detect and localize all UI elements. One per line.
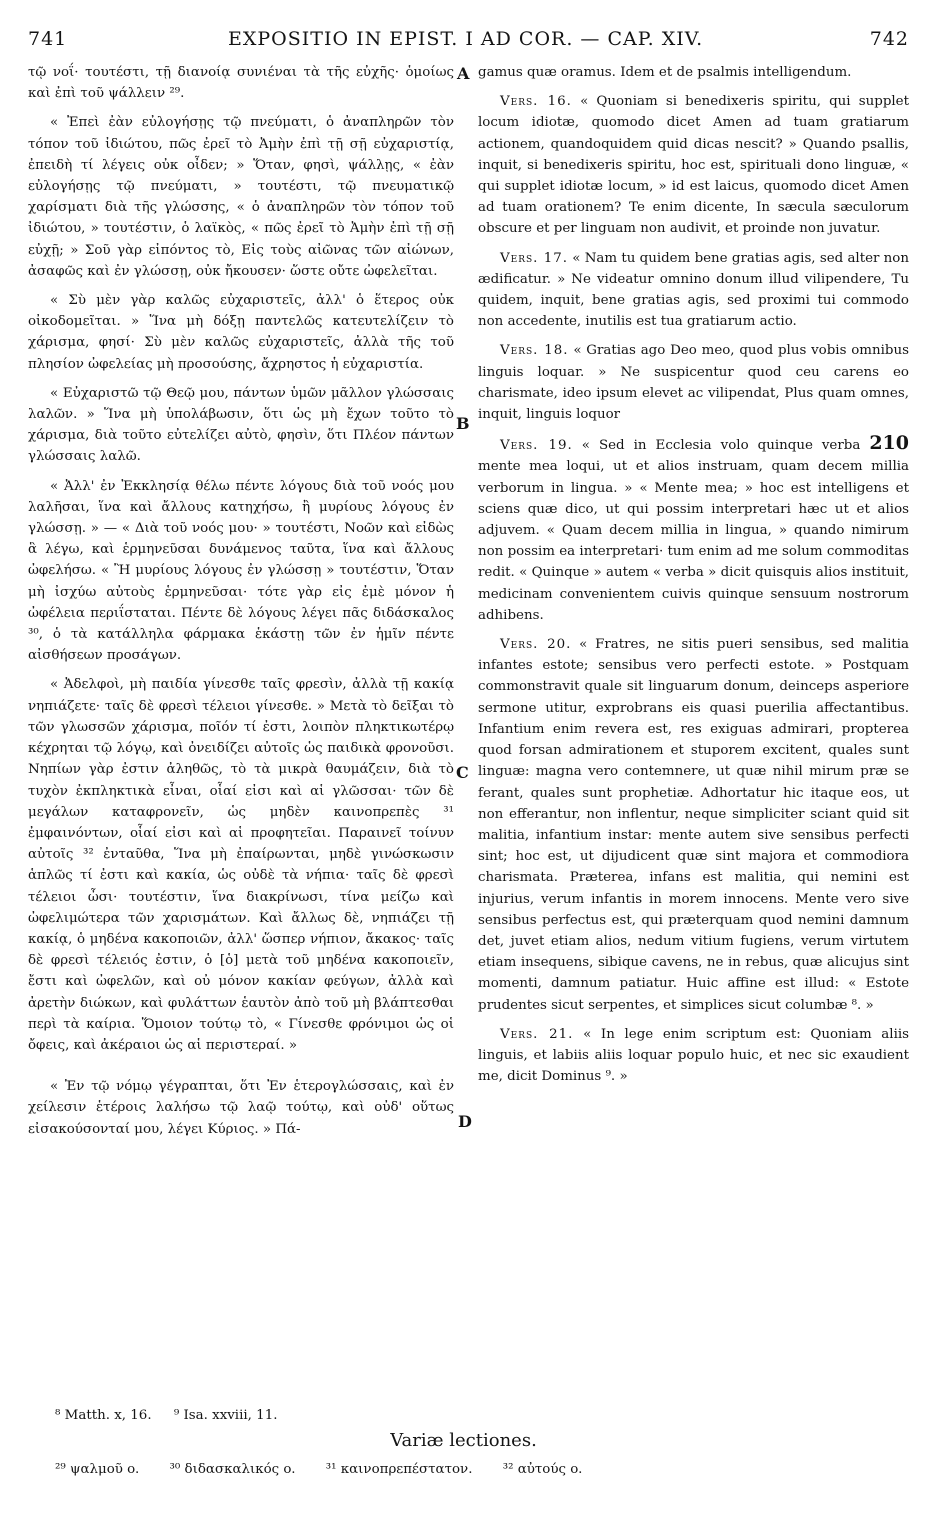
margin-marker-d: D [458, 1112, 472, 1131]
greek-paragraph: « Ἐπεὶ ἐὰν εὐλογήσῃς τῷ πνεύματι, ὁ ἀναπληρῶν τὸν τόπον τοῦ ἰδιώτου, πῶς ἐρεῖ τὸ Ἀμὴν ἐπὶ τῇ σῇ εὐχαριστίᾳ, ἐπειδὴ τί λέγεις οὐκ οἶδεν; » Ὅταν, φησὶ, ψάλλῃς, « ἐὰν εὐλογήσῃς τῷ πνεύματι, » τουτέστι, τῷ πνευματικῷ χαρίσματι διὰ τῆς γλώσσης, « ὁ ἀναπληρῶν τὸν τόπον τοῦ ἰδιώτου, » τουτέστιν, ὁ λαϊκὸς, « πῶς ἐρεῖ τὸ Ἀμὴν ἐπὶ τῇ σῇ εὐχῇ; » Σοῦ γὰρ εἰπόντος τὸ, Εἰς τοὺς αἰῶνας τῶν αἰώνων, ἀσαφῶς καὶ ἐν γλώσσῃ, οὐκ ἤκουσεν· ὥστε οὔτε ὠφελεῖται. [28, 115, 454, 279]
verse-text: « In lege enim scriptum est: Quoniam aliis linguis, et labiis aliis loquar populo huic, et nec sic exaudient me, dicit Dominus ⁹. » [478, 1026, 910, 1085]
page-number-right: 742 [869, 28, 909, 50]
latin-verse-19 [478, 433, 909, 626]
greek-paragraph: τῷ νοΐ· τουτέστι, τῇ διανοίᾳ συνιέναι τὰ τῆς εὐχῆς· ὁμοίως καὶ ἐπὶ τοῦ ψάλλειν ²⁹. [28, 65, 454, 102]
latin-verse-18 [478, 340, 909, 425]
verse-text: « Nam tu quidem bene gratias agis, sed alter non ædificatur. » Ne videatur omnino donum illud vilipendere, Tu quidem, inquit, bene gratias agis, sed proximi tui commodo non accedente, inutilis est tua gratiarum actio. [478, 250, 909, 330]
latin-verse-17 [478, 248, 909, 333]
variant-reading: ³¹ καινοπρεπέστατον. [325, 1462, 473, 1477]
greek-column [28, 62, 454, 1140]
variant-reading: ³⁰ διδασκαλικός o. [169, 1462, 296, 1477]
verse-text: mente mea loqui, ut et alios instruam, quam decem millia verborum in lingua. » « Mente mea; » hoc est intelligens et sciens quæ dico, ut qui possim interpretari hæc ut et alios adjuvem. « Quam decem millia in lingua, » quando nimirum non possim ea interpretari· tum enim ad me solum commoditas redit. « Quinque » autem « verba » dicit quisquis alios instituit, medicinam convenientem cuivis quinque sensuum nostrorum adhibens. [478, 459, 909, 623]
margin-marker-c: C [456, 763, 469, 782]
margin-marker-a: A [457, 64, 470, 83]
footnotes [55, 1408, 295, 1423]
verse-text: « Quoniam si benedixeris spiritu, qui supplet locum idiotæ, quomodo dicet Amen ad tuam gratiarum actionem, quandoquidem quid dicas nescit? » Quando psallis, inquit, si benedixeris spiritu, hoc est, spirituali dono linguæ, « qui supplet idiotæ locum, » id est laicus, quomodo dicet Amen ad tuam orationem? Te enim dicente, In sæcula sæculorum obscure et per linguam non audivit, et proinde non juvatur. [478, 94, 909, 237]
verse-text: « Fratres, ne sitis pueri sensibus, sed malitia infantes estote; sensibus vero perfecti estote. » Postquam commonstravit quale sit linguarum donum, deinceps asperiore sermone utitur, exprobrans eis quasi puerilia affectantibus. Infantium enim revera est, res exiguas admirari, propterea quod forsan admirationem et stuporem excitent, quales sunt linguæ: magna vero contemnere, ut quæ nihil mirum præ se ferant, quales sunt prophetiæ. Adhortatur hic itaque eos, ut non efferantur, non inflentur, neque simpliciter sciant quid sit malitia, infantium instar: mente autem sive sensibus perfecti sint; hoc est, ut dijudicent quæ sint majora et commodiora charismata. Præterea, infans est malitia, qui nemini est injurius, verum infantis in morem innocens. Mente vero sive sensibus perfectus est, qui præterquam quod nemini damnum det, juvet etiam alios, nedum vitium fugiens, verum virtutem etiam insequens, sibique cavens, ne in rebus, quæ alicujus sint momenti, damnum patiatur. Huic affine est illud: « Estote prudentes sicut serpentes, et simplices sicut columbæ ⁸. » [478, 637, 910, 1013]
verse-label: Vers. 18. [500, 343, 569, 359]
latin-paragraph: gamus quæ oramus. Idem et de psalmis intelligendum. [478, 65, 852, 80]
verse-text: « Sed in Ecclesia volo quinque verba [581, 438, 861, 454]
latin-column [478, 62, 909, 1087]
greek-paragraph: « Σὺ μὲν γὰρ καλῶς εὐχαριστεῖς, ἀλλ' ὁ ἕτερος οὐκ οἰκοδομεῖται. » Ἵνα μὴ δόξῃ παντελῶς κατευτελίζειν τὸ χάρισμα, φησί· Σὺ μὲν καλῶς εὐχαριστεῖς, ἀλλὰ τῆς τοῦ πλησίον ὠφελείας μὴ προσούσης, ἄχρηστος ἡ εὐχαριστία. [28, 293, 454, 372]
latin-verse-16 [478, 91, 909, 239]
verse-text: « Gratias ago Deo meo, quod plus vobis omnibus linguis loquar. » Ne suspicentur quod ceu carens eo charismate, ideo ipsum elevet ac vilipendat, Plus quam omnes, inquit, linguis loquor [478, 343, 909, 423]
verse-label: Vers. 19. [500, 438, 573, 454]
running-title: EXPOSITIO IN EPIST. I AD COR. — CAP. XIV. [228, 28, 704, 50]
footnote: ⁹ Isa. xxviii, 11. [173, 1408, 278, 1423]
verse-label: Vers. 16. [500, 94, 572, 110]
page-header [28, 28, 909, 54]
verse-label: Vers. 21. [500, 1026, 574, 1042]
greek-paragraph: « Εὐχαριστῶ τῷ Θεῷ μου, πάντων ὑμῶν μᾶλλον γλώσσαις λαλῶν. » Ἵνα μὴ ὑπολάβωσιν, ὅτι ὡς μὴ ἔχων τοῦτο τὸ χάρισμα, διὰ τοῦτο εὐτελίζει αὐτὸ, φησὶν, ὅτι Πλέον πάντων γλώσσαις λαλῶ. [28, 385, 454, 465]
footnote: ⁸ Matth. x, 16. [55, 1408, 152, 1423]
variae-lectiones-title: Variæ lectiones. [390, 1430, 537, 1451]
greek-paragraph: « Ἀλλ' ἐν Ἐκκλησίᾳ θέλω πέντε λόγους διὰ τοῦ νοός μου λαλῆσαι, ἵνα καὶ ἄλλους κατηχήσω, ἢ μυρίους λόγους ἐν γλώσσῃ. » — « Διὰ τοῦ νοός μου· » τουτέστι, Νοῶν καὶ εἰδὼς ἃ λέγω, καὶ ἑρμηνεῦσαι δυνάμενος ταῦτα, ἵνα καὶ ἄλλους ὠφελήσω. « Ἢ μυρίους λόγους ἐν γλώσσῃ » τουτέστιν, Ὅταν μὴ ἰσχύω αὐτοὺς ἑρμηνεῦσαι· τότε γὰρ εἰς ἐμὲ μόνον ἡ ὠφέλεια περιΐσταται. Πέντε δὲ λόγους λέγει πᾶς διδάσκαλος ³⁰, ὁ τὰ κατάλληλα φάρμακα ἑκάστῃ τῶν ἐν ἡμῖν πέντε αἰσθήσεων προσάγων. [28, 478, 454, 664]
verse-label: Vers. 17. [500, 250, 568, 266]
margin-marker-b: B [456, 414, 470, 433]
latin-verse-20 [478, 634, 909, 1016]
latin-verse-21 [478, 1024, 909, 1088]
greek-paragraph: « Ἀδελφοὶ, μὴ παιδία γίνεσθε ταῖς φρεσὶν, ἀλλὰ τῇ κακίᾳ νηπιάζετε· ταῖς δὲ φρεσὶ τέλειοι γίνεσθε. » Μετὰ τὸ δεῖξαι τὸ τῶν γλωσσῶν χάρισμα, ποῖόν τί ἐστι, λοιπὸν πληκτικωτέρῳ κέχρηται τῷ λόγῳ, καὶ ὀνειδίζει αὐτοῖς ὡς παιδικὰ φρονοῦσι. Νηπίων γὰρ ἐστιν ἀληθῶς, τὸ τὰ μικρὰ θαυμάζειν, διὰ τὸ τυχὸν ἐκπληκτικὰ εἶναι, οἷαί εἰσι καὶ αἱ γλῶσσαι· τῶν δὲ μεγάλων καταφρονεῖν, ὡς μηδὲν καινοπρεπὲς ³¹ ἐμφαινόντων, οἷαί εἰσι καὶ αἱ προφητεῖαι. Παραινεῖ τοίνυν αὐτοῖς ³² ἐνταῦθα, Ἵνα μὴ ἐπαίρωνται, μηδὲ γινώσκωσιν ἁπλῶς τί ἐστι καὶ κακία, ὡς οὐδὲ τὰ νήπια· ταῖς δὲ φρεσὶ τέλειοι ὦσι· τουτέστιν, ἵνα διακρίνωσι, τίνα μείζω καὶ ὠφελιμώτερα τῶν χαρισμάτων. Καὶ ἄλλως δὲ, νηπιάζει τῇ κακίᾳ, ὁ μηδένα κακοποιῶν, ἀλλ' ὥσπερ νήπιον, ἄκακος· ταῖς δὲ φρεσὶ τέλειός ἐστιν, ὁ [ὁ] μετὰ τοῦ μηδένα κακοποιεῖν, ἔστι καὶ ὠφελῶν, καὶ οὐ μόνον κακίαν φεύγων, ἀλλὰ καὶ ἀρετὴν διώκων, καὶ φυλάττων ἑαυτὸν ἀπὸ τοῦ μὴ βλάπτεσθαι περὶ τὰ καίρια. Ὅμοιον τούτῳ τὸ, « Γίνεσθε φρόνιμοι ὡς οἱ ὄφεις, καὶ ἀκέραιοι ὡς αἱ περιστεραί. » [28, 677, 454, 1053]
greek-paragraph: « Ἐν τῷ νόμῳ γέγραπται, ὅτι Ἐν ἑτερογλώσσαις, καὶ ἐν χείλεσιν ἑτέροις λαλήσω τῷ λαῷ τούτῳ, καὶ οὐδ' οὕτως εἰσακούσονταί μου, λέγει Κύριος. » Πά- [28, 1079, 454, 1137]
page-number-left: 741 [28, 28, 68, 50]
variant-reading: ³² αὐτούς o. [502, 1462, 583, 1477]
verse-label: Vers. 20. [500, 637, 572, 653]
column-number: 210 [869, 432, 909, 455]
variae-lectiones [55, 1462, 608, 1477]
variant-reading: ²⁹ ψαλμοῦ o. [55, 1462, 140, 1477]
